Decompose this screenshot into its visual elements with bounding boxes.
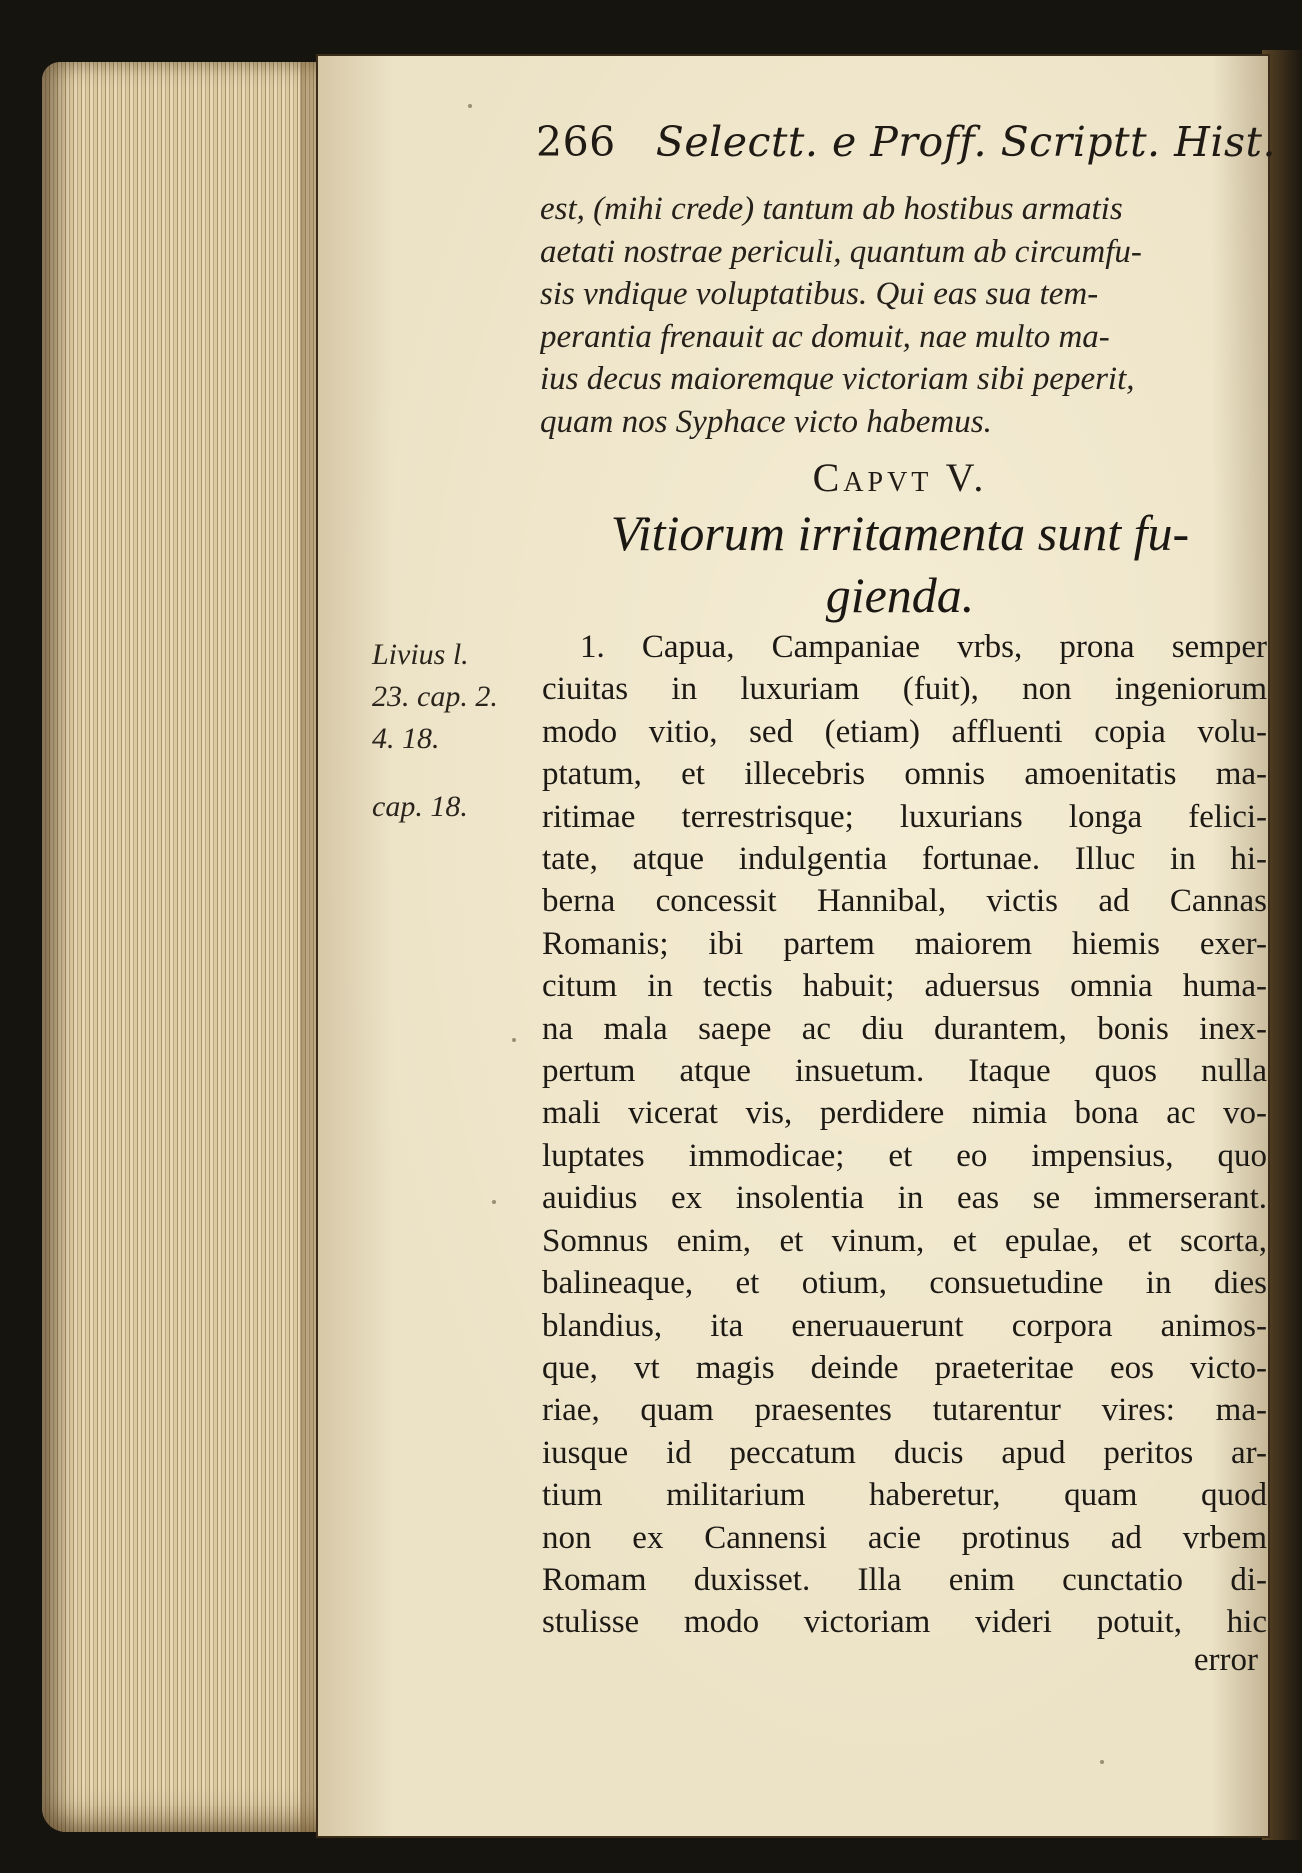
margin-note: cap. 18. [372, 790, 468, 823]
book-page-edges [42, 62, 332, 1832]
page-number: 266 [536, 118, 616, 166]
body-line: modo vitio, sed (etiam) affluenti copia volu- [542, 713, 1267, 750]
body-line: blandius, ita eneruauerunt corpora animos- [542, 1307, 1267, 1344]
body-line: Romanis; ibi partem maiorem hiemis exer- [542, 925, 1267, 962]
paper-speck [1100, 1760, 1104, 1764]
body-line: balineaque, et otium, consuetudine in dies [542, 1265, 1267, 1302]
intro-line: perantia frenauit ac domuit, nae multo ma- [540, 318, 1110, 355]
main-paragraph [542, 626, 1267, 1644]
body-line: Somnus enim, et vinum, et epulae, et scorta, [542, 1222, 1267, 1259]
body-line: ritimae terrestrisque; luxurians longa felici- [542, 798, 1267, 835]
body-line: riae, quam praesentes tutarentur vires: ma- [542, 1392, 1267, 1429]
body-line: Romam duxisset. Illa enim cunctatio di- [542, 1561, 1267, 1598]
paper-speck [512, 1038, 516, 1042]
body-line: tium militarium haberetur, quam quod [542, 1477, 1267, 1514]
body-line: luptates immodicae; et eo impensius, quo [542, 1137, 1267, 1174]
body-line: non ex Cannensi acie protinus ad vrbem [542, 1519, 1267, 1556]
binding-edge [1262, 50, 1302, 1840]
chapter-title-line: Vitiorum irritamenta sunt fu- [610, 505, 1190, 561]
body-line: que, vt magis deinde praeteritae eos victo- [542, 1349, 1267, 1386]
margin-note: Livius l. [372, 638, 469, 671]
paper-speck [468, 104, 472, 108]
margin-note: 23. cap. 2. [372, 680, 498, 713]
chapter-title [540, 502, 1260, 626]
catchword: error [1193, 1642, 1258, 1678]
intro-line: sis vndique voluptatibus. Qui eas sua tem- [540, 276, 1099, 312]
body-line: mali vicerat vis, perdidere nimia bona ac vo- [542, 1095, 1267, 1132]
body-line: auidius ex insolentia in eas se immerserant. [542, 1180, 1267, 1217]
chapter-title-line: gienda. [825, 567, 975, 623]
body-line: iusque id peccatum ducis apud peritos ar- [542, 1434, 1267, 1471]
body-line: stulisse modo victoriam videri potuit, hic [542, 1604, 1267, 1641]
margin-note: 4. 18. [372, 722, 440, 755]
paper-speck [492, 1200, 496, 1204]
body-line: berna concessit Hannibal, victis ad Cannas [542, 883, 1267, 920]
body-line: ptatum, et illecebris omnis amoenitatis ma- [542, 756, 1267, 793]
body-line: 1. Capua, Campaniae vrbs, prona semper [580, 629, 1267, 665]
body-line: pertum atque insuetum. Itaque quos nulla [542, 1053, 1267, 1090]
margin-note-spacer [372, 760, 542, 786]
margin-notes [372, 634, 542, 828]
intro-line: est, (mihi crede) tantum ab hostibus armatis [540, 191, 1123, 227]
running-title: Selectt. e Proff. Scriptt. Hist. [655, 118, 1277, 166]
body-line: ciuitas in luxuriam (fuit), non ingeniorum [542, 671, 1267, 708]
intro-paragraph [540, 188, 1265, 443]
intro-line: ius decus maioremque victoriam sibi peperit, [540, 361, 1135, 397]
running-head [536, 118, 1277, 172]
intro-line: quam nos Syphace victo habemus. [540, 403, 992, 440]
intro-line: aetati nostrae periculi, quantum ab circumfu- [540, 233, 1142, 270]
body-line: citum in tectis habuit; aduersus omnia huma- [542, 968, 1267, 1005]
body-line: na mala saepe ac diu durantem, bonis inex- [542, 1010, 1267, 1047]
body-line: tate, atque indulgentia fortunae. Illuc in hi- [542, 841, 1267, 878]
chapter-heading: Capvt V. [812, 455, 988, 500]
